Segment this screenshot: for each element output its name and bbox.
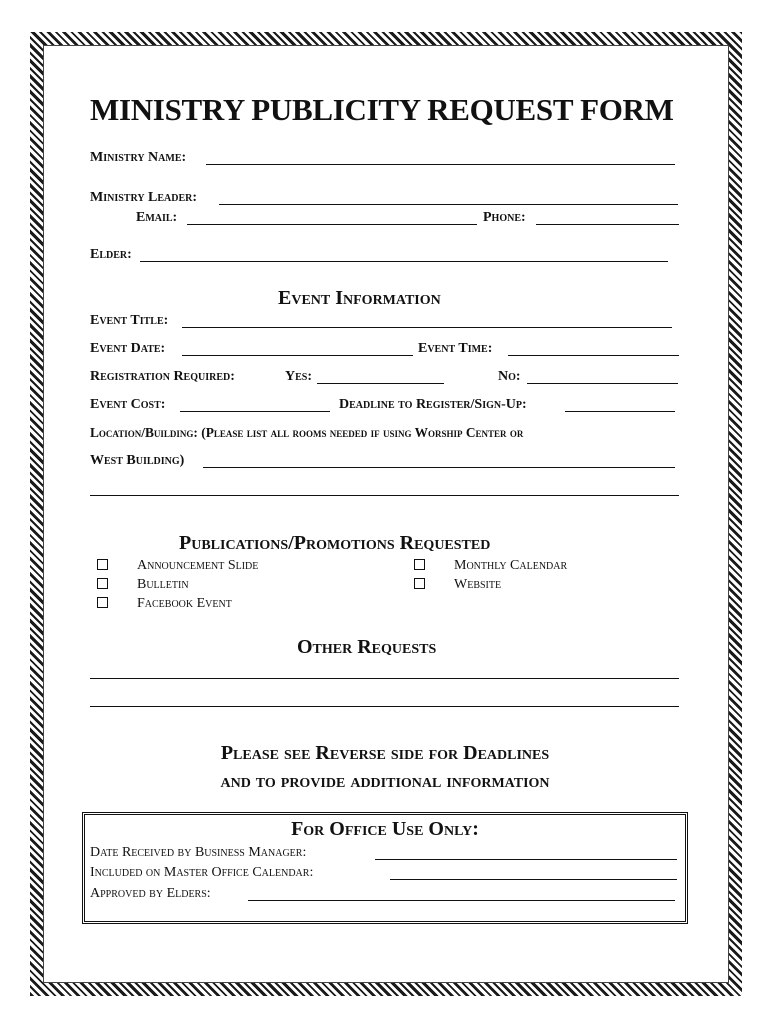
checkbox-icon[interactable] bbox=[97, 578, 108, 589]
checkbox-label: Announcement Slide bbox=[137, 558, 259, 573]
checkbox-label: Website bbox=[454, 577, 502, 592]
date-received-field[interactable] bbox=[375, 859, 677, 860]
ministry-name-label: Ministry Name: bbox=[90, 150, 187, 165]
checkbox-label: Bulletin bbox=[137, 577, 189, 592]
event-time-field[interactable] bbox=[508, 355, 679, 356]
ministry-leader-field[interactable] bbox=[219, 204, 678, 205]
event-information-heading: Event Information bbox=[278, 287, 441, 309]
checkbox-icon[interactable] bbox=[414, 559, 425, 570]
elder-field[interactable] bbox=[140, 261, 668, 262]
approved-by-elders-label: Approved by Elders: bbox=[90, 886, 211, 901]
reverse-side-notice: Please see Reverse side for Deadlines bbox=[220, 742, 550, 764]
location-building-label-continued: West Building) bbox=[90, 453, 185, 468]
ministry-leader-label: Ministry Leader: bbox=[90, 190, 198, 205]
other-requests-heading: Other Requests bbox=[297, 636, 437, 658]
checkbox-label: Facebook Event bbox=[137, 596, 232, 611]
location-building-field-extra[interactable] bbox=[90, 495, 679, 496]
checkbox-facebook-event[interactable] bbox=[97, 596, 232, 612]
phone-field[interactable] bbox=[536, 224, 679, 225]
event-date-field[interactable] bbox=[182, 355, 413, 356]
checkbox-announcement-slide[interactable] bbox=[97, 558, 258, 574]
event-cost-field[interactable] bbox=[180, 411, 330, 412]
publications-heading: Publications/Promotions Requested bbox=[179, 532, 491, 554]
checkbox-label: Monthly Calendar bbox=[454, 558, 568, 573]
deadline-register-field[interactable] bbox=[565, 411, 675, 412]
other-requests-line-2[interactable] bbox=[90, 706, 679, 707]
email-field[interactable] bbox=[187, 224, 477, 225]
phone-label: Phone: bbox=[483, 210, 526, 225]
office-use-heading: For Office Use Only: bbox=[291, 818, 479, 840]
registration-required-label: Registration Required: bbox=[90, 369, 235, 384]
additional-info-notice: and to provide additional information bbox=[220, 770, 550, 792]
form-title: MINISTRY PUBLICITY REQUEST FORM bbox=[90, 92, 674, 127]
checkbox-icon[interactable] bbox=[97, 559, 108, 570]
email-label: Email: bbox=[136, 210, 178, 225]
ministry-name-field[interactable] bbox=[206, 164, 675, 165]
date-received-label: Date Received by Business Manager: bbox=[90, 845, 307, 860]
checkbox-icon[interactable] bbox=[97, 597, 108, 608]
master-calendar-label: Included on Master Office Calendar: bbox=[90, 865, 314, 880]
other-requests-line-1[interactable] bbox=[90, 678, 679, 679]
location-building-field[interactable] bbox=[203, 467, 675, 468]
registration-yes-label: Yes: bbox=[285, 369, 313, 384]
event-date-label: Event Date: bbox=[90, 341, 166, 356]
elder-label: Elder: bbox=[90, 247, 132, 262]
checkbox-icon[interactable] bbox=[414, 578, 425, 589]
location-building-label: Location/Building: (Please list all rooms needed if using Worship Center or bbox=[90, 425, 524, 440]
approved-by-elders-field[interactable] bbox=[248, 900, 675, 901]
event-title-field[interactable] bbox=[182, 327, 672, 328]
checkbox-bulletin[interactable] bbox=[97, 577, 189, 593]
registration-no-label: No: bbox=[498, 369, 521, 384]
registration-yes-field[interactable] bbox=[317, 383, 444, 384]
event-time-label: Event Time: bbox=[418, 341, 493, 356]
event-cost-label: Event Cost: bbox=[90, 397, 166, 412]
master-calendar-field[interactable] bbox=[390, 879, 677, 880]
checkbox-monthly-calendar[interactable] bbox=[414, 558, 567, 574]
deadline-register-label: Deadline to Register/Sign-Up: bbox=[339, 397, 527, 412]
event-title-label: Event Title: bbox=[90, 313, 169, 328]
checkbox-website[interactable] bbox=[414, 577, 501, 593]
registration-no-field[interactable] bbox=[527, 383, 678, 384]
